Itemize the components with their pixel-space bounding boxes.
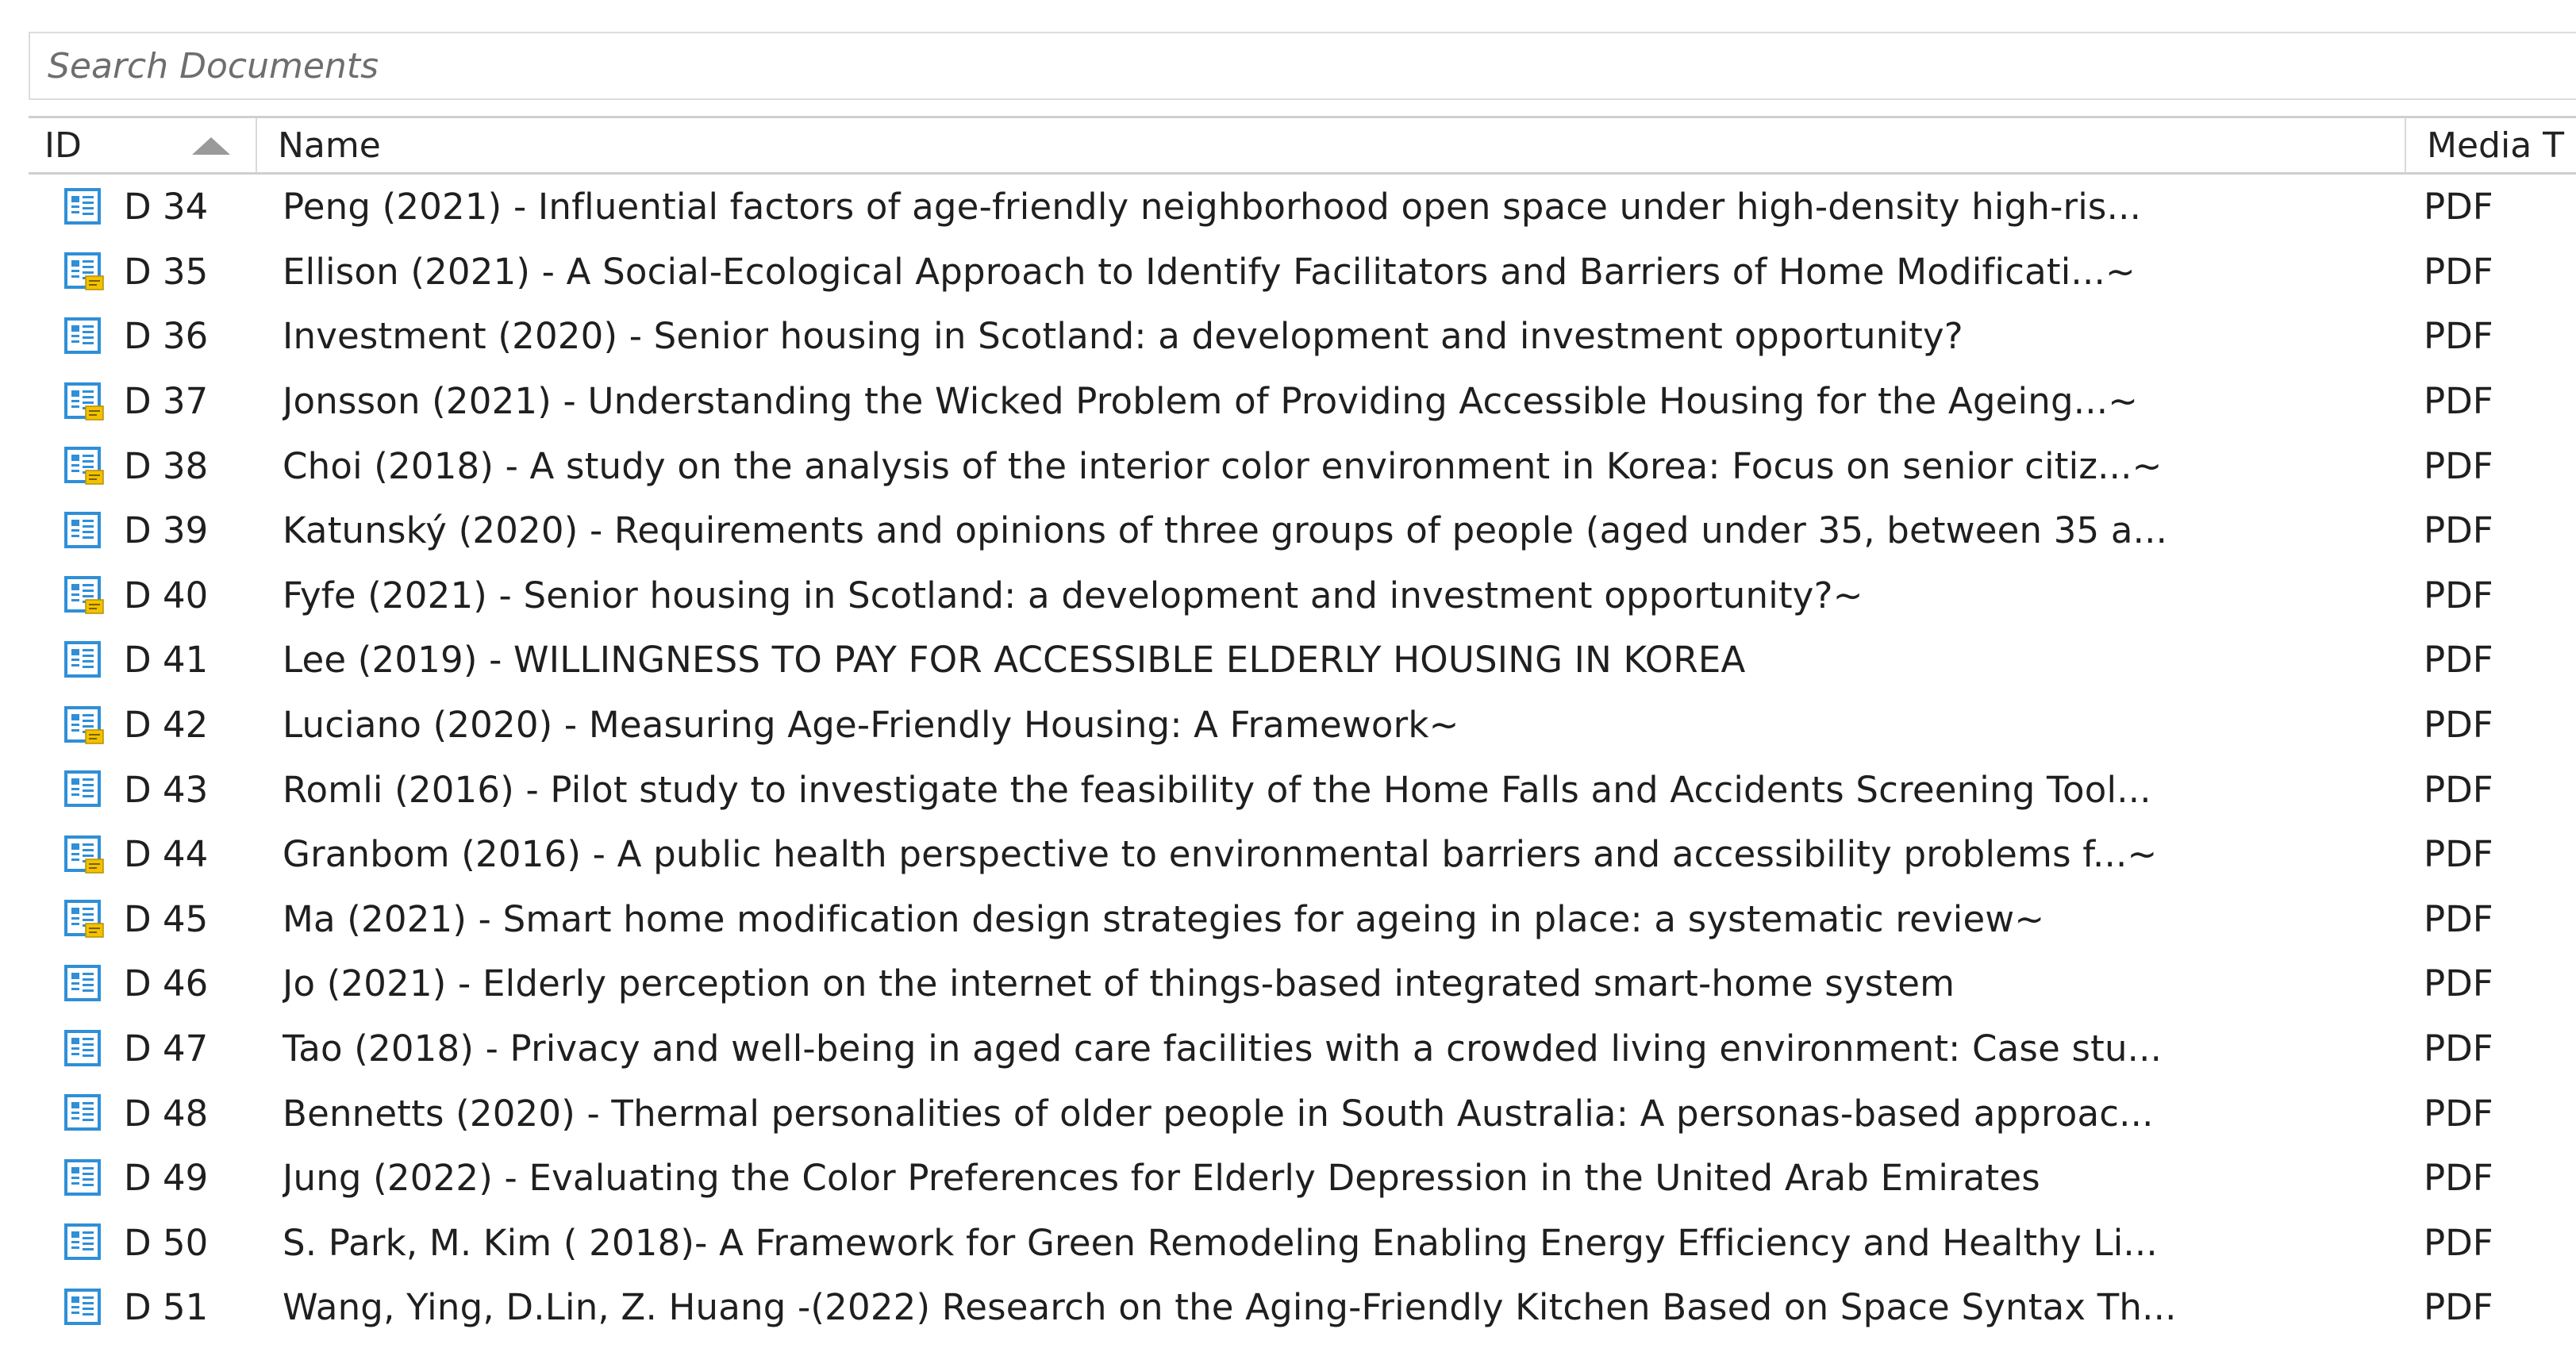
column-header-media-label: Media T (2427, 125, 2565, 166)
document-name: Jonsson (2021) - Understanding the Wicked Problem of Providing Accessible Housing for the Ageing...~ (283, 380, 2139, 423)
document-name: Katunský (2020) - Requirements and opinions of three groups of people (aged under 35, between 35 a... (283, 509, 2168, 552)
table-row[interactable] (29, 1016, 2576, 1081)
document-memo-icon (63, 433, 111, 498)
table-row[interactable] (29, 693, 2576, 758)
document-name: Ma (2021) - Smart home modification design strategies for ageing in place: a systematic review~ (283, 897, 2045, 940)
document-media-type: PDF (2424, 1092, 2493, 1135)
document-id: D 46 (124, 962, 209, 1005)
document-media-type: PDF (2424, 250, 2493, 293)
document-icon (63, 1016, 111, 1081)
table-row[interactable] (29, 563, 2576, 628)
table-row[interactable] (29, 628, 2576, 693)
document-icon (63, 1275, 111, 1340)
document-media-type: PDF (2424, 574, 2493, 616)
document-media-type: PDF (2424, 768, 2493, 811)
table-row[interactable] (29, 1081, 2576, 1146)
table-row[interactable] (29, 498, 2576, 563)
document-memo-icon (63, 240, 111, 305)
document-id: D 47 (124, 1027, 209, 1070)
column-header-name[interactable] (257, 118, 2405, 172)
document-name: Wang, Ying, D.Lin, Z. Huang -(2022) Research on the Aging-Friendly Kitchen Based on Space Syntax Th... (283, 1286, 2177, 1329)
document-memo-icon (63, 887, 111, 952)
document-media-type: PDF (2424, 639, 2493, 682)
document-icon (63, 1146, 111, 1211)
table-row[interactable] (29, 304, 2576, 369)
document-icon (63, 175, 111, 240)
document-id: D 36 (124, 315, 209, 358)
table-row[interactable] (29, 175, 2576, 240)
document-id: D 41 (124, 639, 209, 682)
document-name: Choi (2018) - A study on the analysis of the interior color environment in Korea: Focus on senior citiz...~ (283, 444, 2163, 487)
document-id: D 35 (124, 250, 209, 293)
table-row[interactable] (29, 1275, 2576, 1340)
document-media-type: PDF (2424, 380, 2493, 423)
table-header (29, 116, 2576, 175)
document-id: D 40 (124, 574, 209, 616)
document-name: Investment (2020) - Senior housing in Scotland: a development and investment opportunity? (283, 315, 1963, 358)
table-row[interactable] (29, 757, 2576, 822)
document-icon (63, 304, 111, 369)
document-icon (63, 628, 111, 693)
document-media-type: PDF (2424, 897, 2493, 940)
document-icon (63, 951, 111, 1016)
document-id: D 45 (124, 897, 209, 940)
document-id: D 44 (124, 833, 209, 876)
document-name: S. Park, M. Kim ( 2018)- A Framework for Green Remodeling Enabling Energy Efficiency and Healthy Li... (283, 1221, 2158, 1264)
table-row[interactable] (29, 887, 2576, 952)
document-media-type: PDF (2424, 186, 2493, 229)
table-row[interactable] (29, 1211, 2576, 1276)
search-input[interactable] (30, 33, 2576, 98)
table-row[interactable] (29, 369, 2576, 434)
document-name: Lee (2019) - WILLINGNESS TO PAY FOR ACCESSIBLE ELDERLY HOUSING IN KOREA (283, 639, 1746, 682)
table-row[interactable] (29, 1146, 2576, 1211)
document-icon (63, 1081, 111, 1146)
document-id: D 38 (124, 444, 209, 487)
document-name: Granbom (2016) - A public health perspective to environmental barriers and accessibility problems f...~ (283, 833, 2158, 876)
document-media-type: PDF (2424, 1221, 2493, 1264)
document-media-type: PDF (2424, 962, 2493, 1005)
document-media-type: PDF (2424, 444, 2493, 487)
column-header-name-label: Name (278, 125, 381, 166)
table-body (29, 175, 2576, 1340)
document-icon (63, 1211, 111, 1276)
document-media-type: PDF (2424, 509, 2493, 552)
document-name: Peng (2021) - Influential factors of age-friendly neighborhood open space under high-density high-ris... (283, 186, 2142, 229)
document-icon (63, 757, 111, 822)
document-media-type: PDF (2424, 704, 2493, 747)
documents-table (29, 116, 2576, 1340)
search-box[interactable] (29, 32, 2576, 100)
table-row[interactable] (29, 433, 2576, 498)
document-id: D 34 (124, 186, 209, 229)
document-memo-icon (63, 369, 111, 434)
sort-ascending-icon (192, 137, 230, 155)
document-icon (63, 498, 111, 563)
document-id: D 39 (124, 509, 209, 552)
table-row[interactable] (29, 240, 2576, 305)
table-row[interactable] (29, 951, 2576, 1016)
document-media-type: PDF (2424, 1157, 2493, 1200)
document-name: Jo (2021) - Elderly perception on the internet of things-based integrated smart-home system (283, 962, 1955, 1005)
document-id: D 43 (124, 768, 209, 811)
document-id: D 49 (124, 1157, 209, 1200)
column-header-id-label: ID (44, 125, 82, 166)
document-memo-icon (63, 693, 111, 758)
document-name: Bennetts (2020) - Thermal personalities of older people in South Australia: A personas-based approac... (283, 1092, 2154, 1135)
document-media-type: PDF (2424, 315, 2493, 358)
document-id: D 37 (124, 380, 209, 423)
document-name: Luciano (2020) - Measuring Age-Friendly Housing: A Framework~ (283, 704, 1459, 747)
document-media-type: PDF (2424, 833, 2493, 876)
document-memo-icon (63, 563, 111, 628)
document-media-type: PDF (2424, 1286, 2493, 1329)
document-name: Ellison (2021) - A Social-Ecological Approach to Identify Facilitators and Barriers of Home Modificati...~ (283, 250, 2136, 293)
document-memo-icon (63, 822, 111, 887)
document-name: Tao (2018) - Privacy and well-being in aged care facilities with a crowded living environment: Case stu... (283, 1027, 2163, 1070)
document-id: D 51 (124, 1286, 209, 1329)
document-name: Romli (2016) - Pilot study to investigate the feasibility of the Home Falls and Accidents Screening Tool... (283, 768, 2151, 811)
document-name: Jung (2022) - Evaluating the Color Preferences for Elderly Depression in the United Arab Emirates (283, 1157, 2040, 1200)
column-header-id[interactable] (29, 118, 256, 172)
document-name: Fyfe (2021) - Senior housing in Scotland: a development and investment opportunity?~ (283, 574, 1863, 616)
column-header-media[interactable] (2406, 118, 2576, 172)
document-media-type: PDF (2424, 1027, 2493, 1070)
document-id: D 50 (124, 1221, 209, 1264)
table-row[interactable] (29, 822, 2576, 887)
document-id: D 42 (124, 704, 209, 747)
document-id: D 48 (124, 1092, 209, 1135)
